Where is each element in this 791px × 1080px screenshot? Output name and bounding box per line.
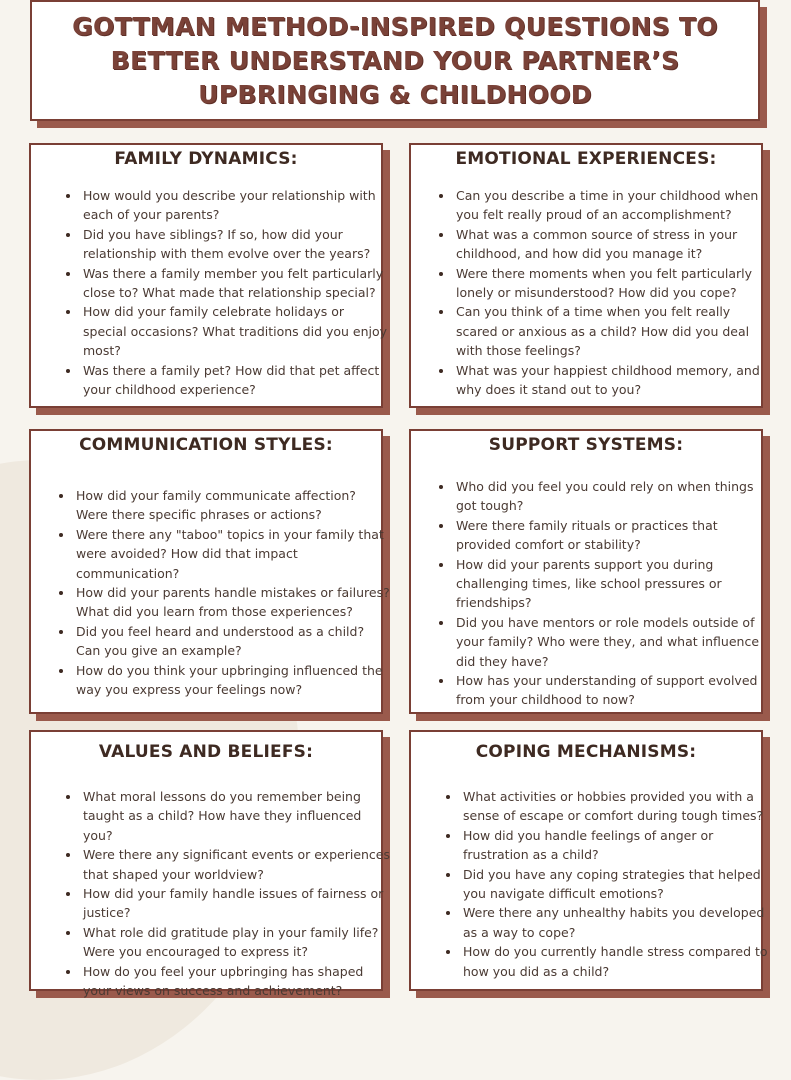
list-item: • What activities or hobbies provided you with a sense of escape or comfort during tough times? xyxy=(461,787,775,826)
list-item: • Was there a family member you felt particularly close to? What made that relationship special? xyxy=(81,264,391,303)
list-item: • Did you have any coping strategies that helped you navigate difficult emotions? xyxy=(461,865,775,904)
card-family-dynamics xyxy=(29,143,388,408)
list-item: • Were there any significant events or experiences that shaped your worldview? xyxy=(81,845,393,884)
card-heading: VALUES AND BELIEFS: xyxy=(98,742,314,762)
list-item: • How do you currently handle stress compared to how you did as a child? xyxy=(461,942,775,981)
question-list xyxy=(65,787,393,1000)
question-list xyxy=(58,486,391,699)
list-item: • Were there family rituals or practices that provided comfort or stability? xyxy=(454,516,772,555)
question-list xyxy=(445,787,775,981)
list-item: • Were there any "taboo" topics in your family that were avoided? How did that impact communication? xyxy=(74,525,391,583)
card-support-systems xyxy=(409,429,763,714)
list-item: • Did you have mentors or role models outside of your family? Who were they, and what influence did they have? xyxy=(454,613,772,671)
list-item: • How did you handle feelings of anger or frustration as a child? xyxy=(461,826,775,865)
question-list xyxy=(438,186,771,399)
card-heading: FAMILY DYNAMICS: xyxy=(114,149,298,169)
card-coping-mechanisms xyxy=(409,730,768,991)
list-item: • How do you think your upbringing influenced the way you express your feelings now? xyxy=(74,661,391,700)
card-heading: EMOTIONAL EXPERIENCES: xyxy=(455,149,717,169)
list-item: • Can you think of a time when you felt really scared or anxious as a child? How did you deal with those feelings? xyxy=(454,302,771,360)
card-heading: COMMUNICATION STYLES: xyxy=(79,435,333,455)
list-item: • Were there moments when you felt particularly lonely or misunderstood? How did you cope? xyxy=(454,264,771,303)
list-item: • What role did gratitude play in your family life? Were you encouraged to express it? xyxy=(81,923,393,962)
list-item: • How did your family celebrate holidays or special occasions? What traditions did you enjoy most? xyxy=(81,302,391,360)
title-banner xyxy=(30,0,760,121)
card-values-and-beliefs xyxy=(29,730,391,999)
list-item: • Was there a family pet? How did that pet affect your childhood experience? xyxy=(81,361,391,400)
page-title: GOTTMAN METHOD-INSPIRED QUESTIONS TO BETTER UNDERSTAND YOUR PARTNER’S UPBRINGING & CHILDHOOD xyxy=(72,11,718,109)
list-item: • Did you feel heard and understood as a child? Can you give an example? xyxy=(74,622,391,661)
list-item: • What was a common source of stress in your childhood, and how did you manage it? xyxy=(454,225,771,264)
list-item: • Did you have siblings? If so, how did your relationship with them evolve over the years? xyxy=(81,225,391,264)
question-list xyxy=(65,186,391,399)
list-item: • How did your parents handle mistakes or failures? What did you learn from those experiences? xyxy=(74,583,391,622)
list-item: • How would you describe your relationship with each of your parents? xyxy=(81,186,391,225)
card-heading: SUPPORT SYSTEMS: xyxy=(488,435,684,455)
list-item: • How do you feel your upbringing has shaped your views on success and achievement? xyxy=(81,962,393,1001)
list-item: • Were there any unhealthy habits you developed as a way to cope? xyxy=(461,903,775,942)
list-item: • How has your understanding of support evolved from your childhood to now? xyxy=(454,671,772,710)
list-item: • How did your parents support you during challenging times, like school pressures or friendships? xyxy=(454,555,772,613)
question-list xyxy=(438,477,772,710)
list-item: • Who did you feel you could rely on when things got tough? xyxy=(454,477,772,516)
card-emotional-experiences xyxy=(409,143,763,408)
list-item: • How did your family communicate affection? Were there specific phrases or actions? xyxy=(74,486,391,525)
list-item: • What moral lessons do you remember being taught as a child? How have they influenced you? xyxy=(81,787,393,845)
card-communication-styles xyxy=(29,429,390,714)
card-heading: COPING MECHANISMS: xyxy=(475,742,697,762)
list-item: • How did your family handle issues of fairness or justice? xyxy=(81,884,393,923)
list-item: • Can you describe a time in your childhood when you felt really proud of an accomplishment? xyxy=(454,186,771,225)
list-item: • What was your happiest childhood memory, and why does it stand out to you? xyxy=(454,361,771,400)
